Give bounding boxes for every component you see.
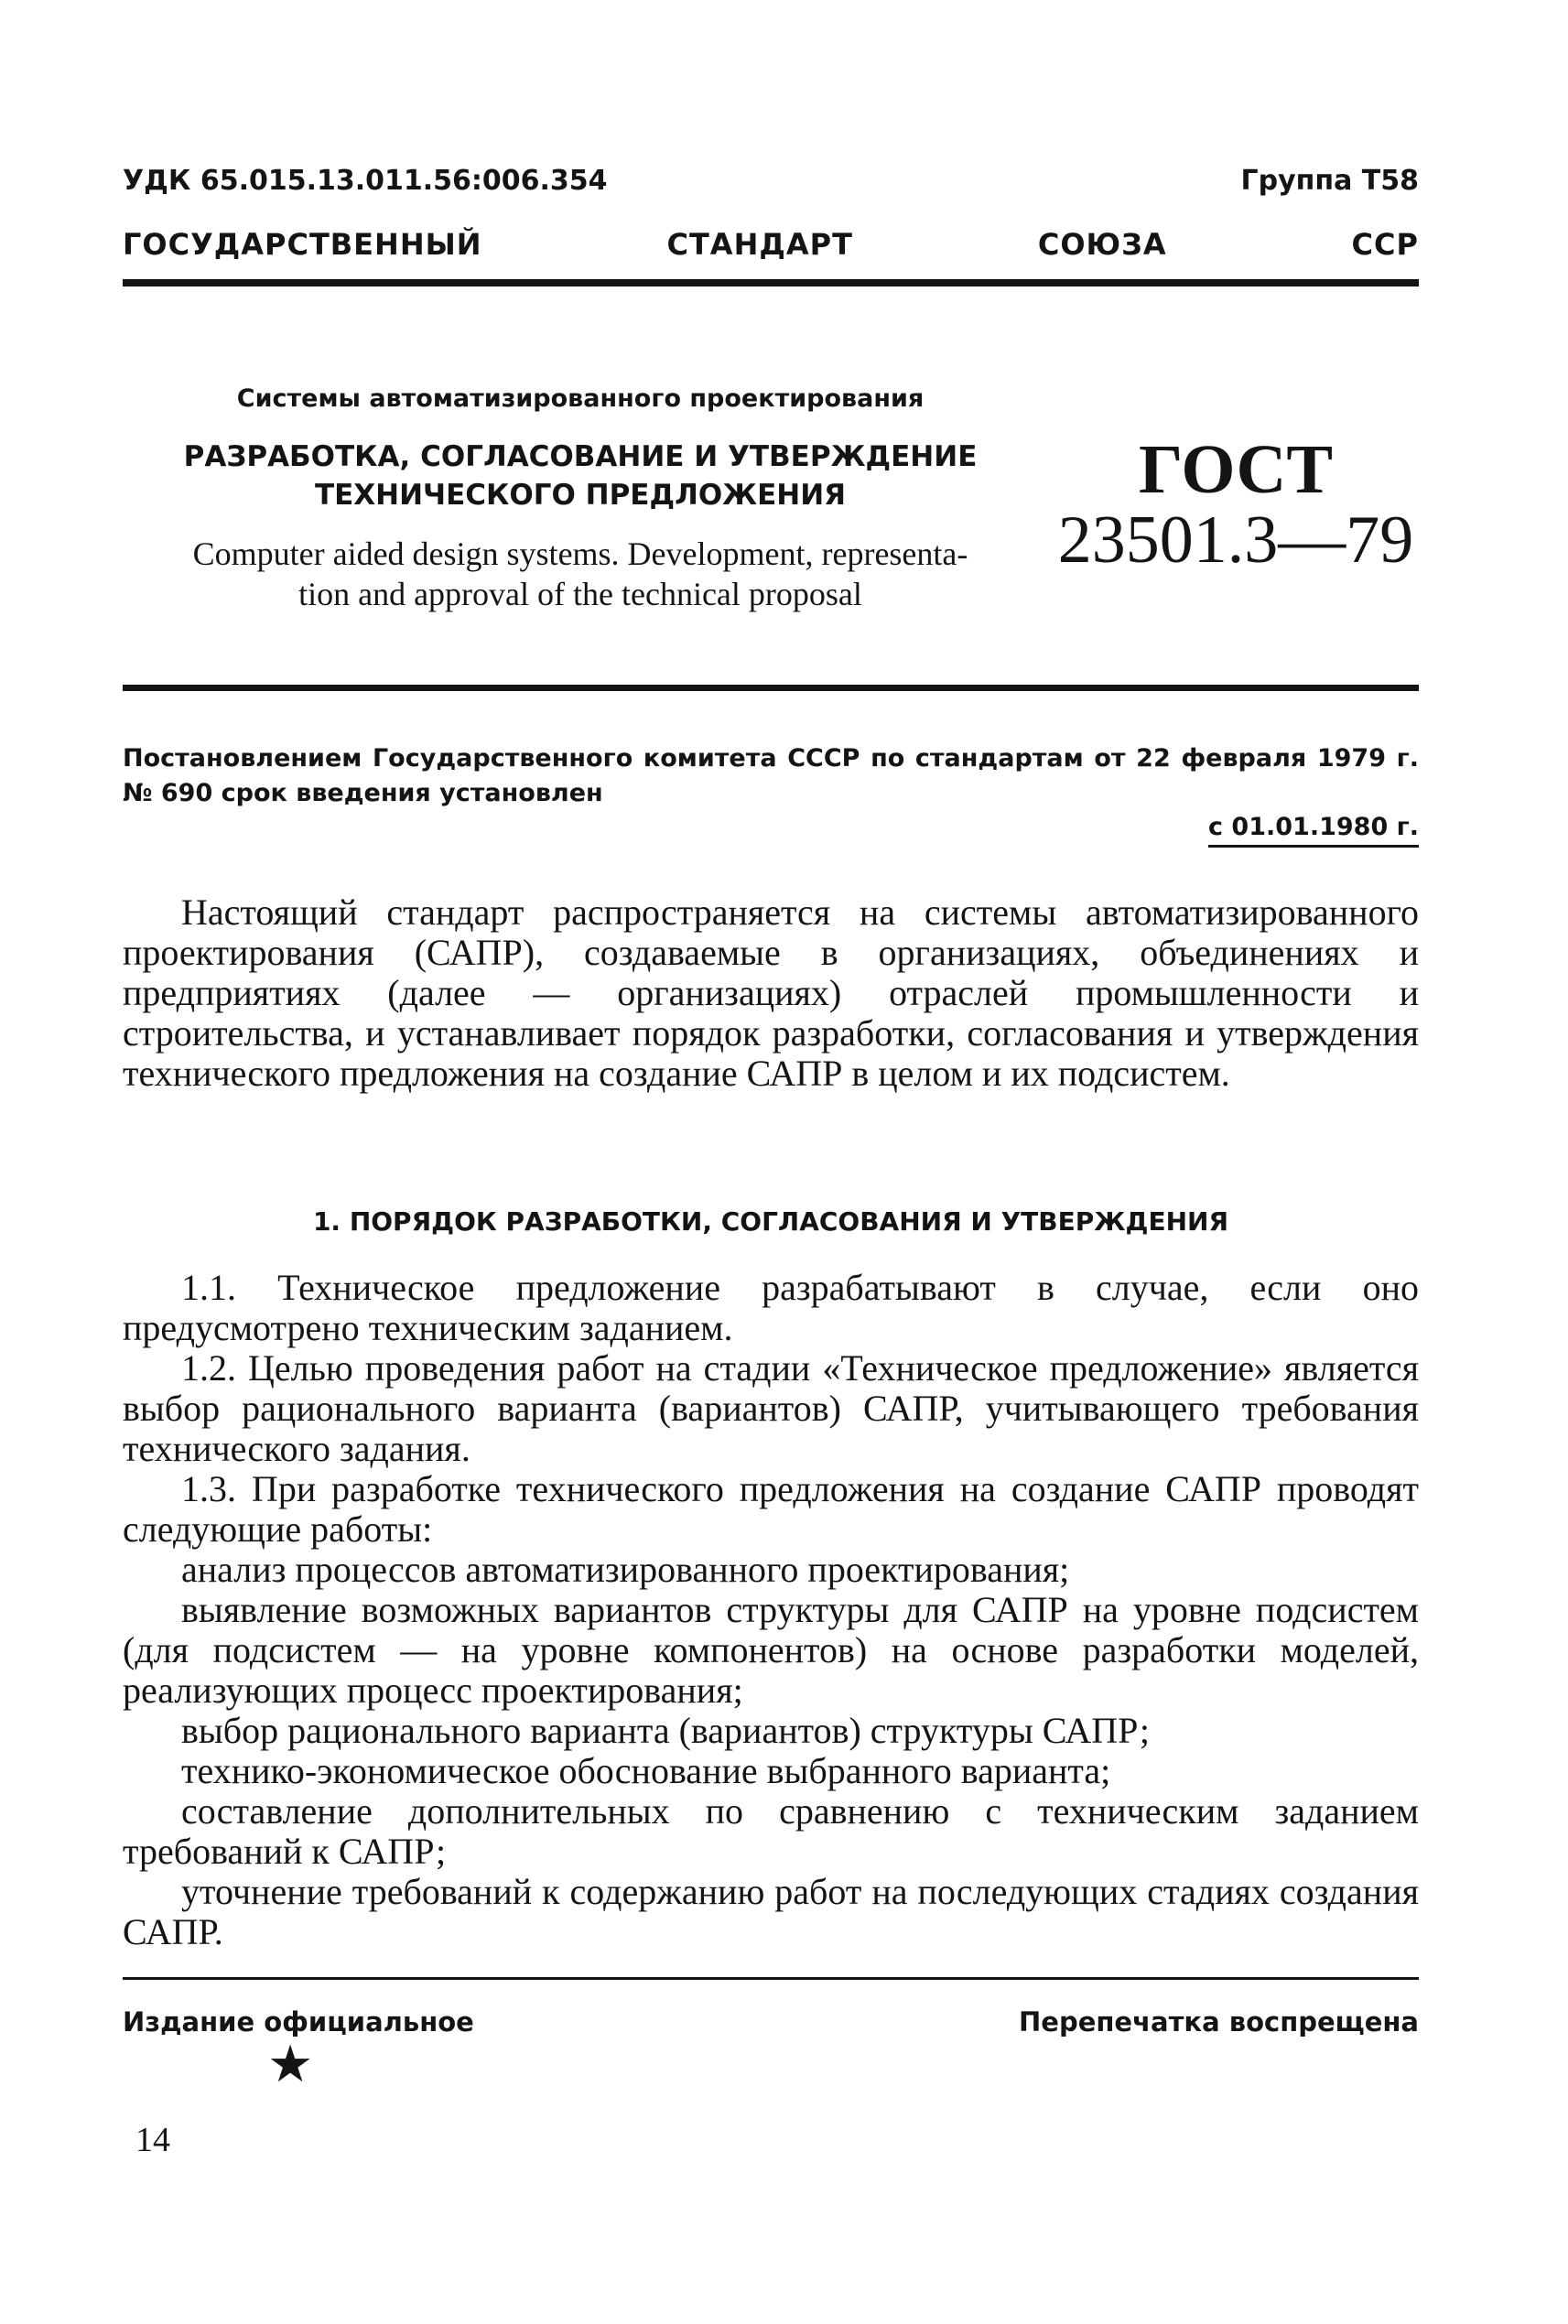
reprint-notice: Перепечатка воспрещена [1019,2006,1419,2038]
paragraph-1-3: 1.3. При разработке технического предложения на создание САПР проводят следующие работы: [123,1468,1419,1550]
english-title-line: Computer aided design systems. Development, representa- [192,535,968,572]
state-standard-word: ССР [1351,227,1419,262]
work-item: выбор рационального варианта (вариантов) структуры САПР; [181,1710,1151,1751]
star-icon: ★ [267,2037,314,2093]
paragraph-1-1: 1.1. Техническое предложение разрабатывают в случае, если оно предусмотрено техническим заданием. [123,1267,1419,1348]
system-title: Системы автоматизированного проектирования [236,384,925,413]
decree-date: с 01.01.1980 г. [1208,813,1419,848]
decree-text: Постановлением Государственного комитета СССР по стандартам от 22 февраля 1979 г. № 690 срок введения установлен [123,744,1419,807]
paragraph-1-2: 1.2. Целью проведения работ на стадии «Техническое предложение» является выбор рационального варианта (вариантов) САПР, учитывающего требования технического задания. [123,1347,1419,1469]
udk-code: УДК 65.015.13.011.56:006.354 [123,165,608,197]
group-code: Группа Т58 [1240,165,1419,197]
header-rule [123,279,1419,286]
work-item: анализ процессов автоматизированного проектирования; [181,1549,1070,1590]
work-item: технико-экономическое обоснование выбранного варианта; [181,1750,1111,1791]
page-number: 14 [135,2121,170,2159]
work-item: составление дополнительных по сравнению с техническим заданием требований к САПР; [123,1790,1419,1872]
intro-paragraph: Настоящий стандарт распространяется на системы автоматизированного проектирования (САПР), создаваемые в организациях, объединениях и предприятиях (далее — организациях) отраслей промышленности и строительства, и устанавливает порядок разработки, согласования и утверждения технического предложения на создание САПР в целом и их подсистем. [123,892,1419,1094]
work-item: выявление возможных вариантов структуры для САПР на уровне подсистем (для подсистем — на уровне компонентов) на основе разработки моделей, реализующих процесс проектирования; [123,1589,1419,1711]
gost-label: ГОСТ [1138,431,1334,508]
main-title [123,438,1038,514]
title-rule [123,685,1419,691]
official-edition: Издание официальное [123,2006,474,2038]
state-standard-word: ГОСУДАРСТВЕННЫЙ [123,227,482,262]
state-standard-word: СОЮЗА [1037,227,1167,262]
english-title [123,534,1038,614]
state-standard-word: СТАНДАРТ [666,227,853,262]
main-title-line: РАЗРАБОТКА, СОГЛАСОВАНИЕ И УТВЕРЖДЕНИЕ [183,440,978,473]
work-item: уточнение требований к содержанию работ на последующих стадиях создания САПР. [123,1871,1419,1952]
state-standard-title [123,227,1419,262]
footer-rule [123,1977,1419,1980]
main-title-line: ТЕХНИЧЕСКОГО ПРЕДЛОЖЕНИЯ [314,479,847,512]
english-title-line: tion and approval of the technical proposal [298,576,862,612]
section-heading: 1. ПОРЯДОК РАЗРАБОТКИ, СОГЛАСОВАНИЯ И УТВЕРЖДЕНИЯ [312,1206,1229,1237]
gost-number: 23501.3—79 [1057,503,1414,578]
